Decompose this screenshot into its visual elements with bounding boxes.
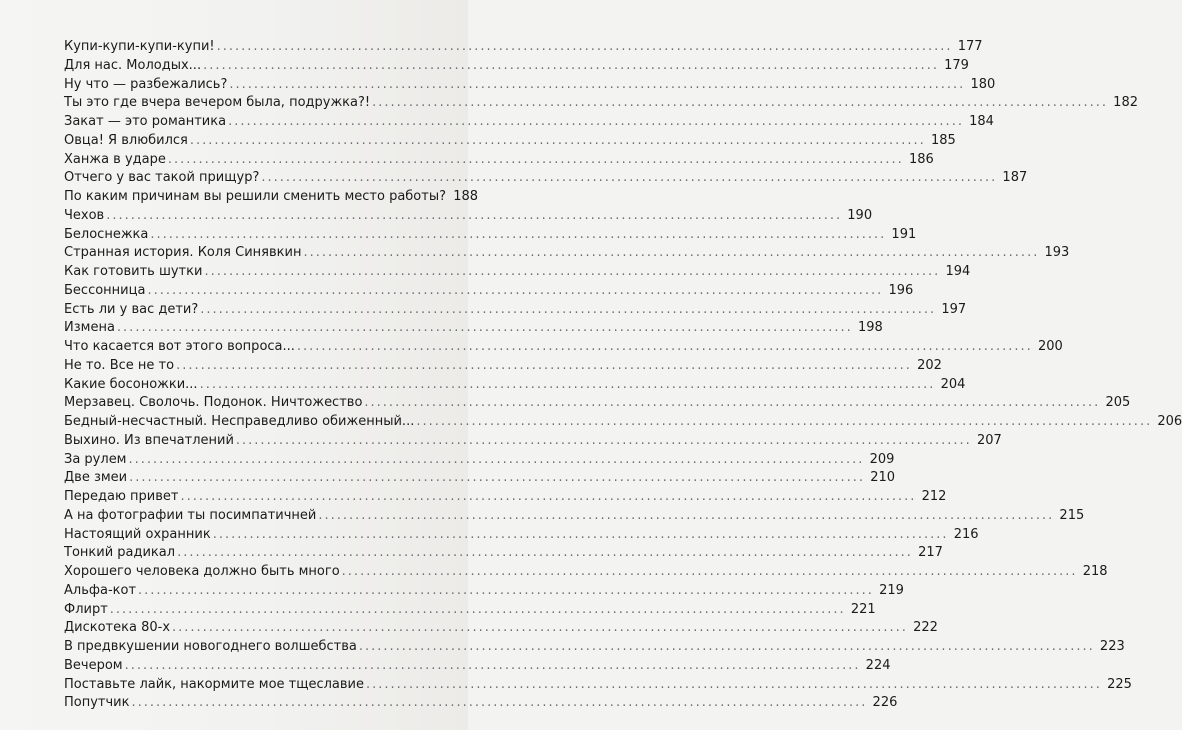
toc-entry-title: Ты это где вчера вечером была, подружка?! (64, 95, 371, 111)
toc-entry (64, 394, 1131, 413)
toc-entry-page-number: 225 (1107, 676, 1132, 692)
toc-entry-page-number: 224 (865, 657, 891, 673)
toc-entry-title: Тонкий радикал (64, 545, 176, 561)
toc-entry (64, 94, 1138, 113)
dot-leader (318, 507, 1054, 526)
toc-entry (64, 413, 1182, 432)
toc-entry-title: Овца! Я влюбился (64, 132, 188, 148)
toc-entry (64, 601, 876, 620)
toc-entry (64, 169, 1028, 188)
dot-leader (176, 357, 912, 376)
toc-entry (64, 432, 1002, 451)
toc-entry-title: Купи-купи-купи-купи! (64, 39, 215, 54)
toc-entry (64, 263, 971, 282)
toc-entry (64, 544, 943, 563)
toc-entry-title: Какие босоножки... (64, 376, 198, 392)
toc-entry-title: А на фотографии ты посимпатичней (64, 507, 317, 523)
toc-entry-page-number: 193 (1044, 245, 1070, 261)
toc-entry-page-number: 222 (913, 620, 938, 636)
toc-entry-title: Ханжа в ударе (64, 151, 166, 167)
toc-entry-title: Чехов (64, 207, 105, 223)
toc-entry (64, 357, 942, 376)
toc-entry (64, 207, 873, 226)
toc-entry-page-number: 197 (941, 301, 967, 317)
toc-entry-page-number: 221 (850, 601, 876, 617)
dot-leader (200, 301, 936, 320)
toc-entry-title: Дискотека 80-х (64, 620, 171, 636)
toc-entry (64, 526, 979, 545)
toc-entry-title: Белоснежка (64, 226, 149, 242)
toc-entry-page-number: 200 (1037, 339, 1063, 354)
toc-entry-page-number: 184 (969, 114, 994, 129)
toc-entry-title: Две змеи (64, 470, 128, 486)
dot-leader (110, 601, 846, 620)
toc-entry (64, 338, 1063, 357)
toc-entry-page-number: 194 (945, 264, 971, 279)
toc-entry-title: Бессонница (64, 282, 146, 298)
dot-leader (181, 488, 917, 507)
toc-entry (64, 319, 883, 338)
toc-entry (64, 132, 956, 151)
toc-entry-page-number: 209 (869, 451, 895, 467)
toc-entry (64, 226, 917, 245)
toc-entry-title: В предвкушении новогоднего волшебства (64, 639, 357, 654)
toc-entry-page-number: 212 (921, 489, 947, 504)
toc-entry-page-number: 206 (1157, 414, 1182, 429)
toc-entry-page-number: 180 (970, 76, 996, 92)
dot-leader (129, 451, 865, 470)
toc-entry-title: Закат — это романтика (64, 114, 227, 129)
toc-entry-title: Что касается вот этого вопроса... (64, 339, 295, 354)
dot-leader (204, 263, 940, 282)
toc-entry (64, 488, 947, 507)
toc-entry-title: Передаю привет (64, 489, 179, 504)
dot-leader (236, 432, 972, 451)
toc-entry-title: Хорошего человека должно быть много (64, 564, 340, 579)
toc-entry (64, 76, 996, 95)
dot-leader (229, 76, 965, 95)
toc-entry (64, 376, 966, 395)
toc-entry (64, 582, 904, 601)
dot-leader (177, 544, 913, 563)
toc-entry (64, 301, 967, 320)
toc-entry-title: Ну что — разбежались? (64, 76, 228, 92)
toc-entry-page-number: 223 (1099, 639, 1125, 654)
dot-leader (117, 319, 853, 338)
toc-entry-title: Попутчик (64, 695, 130, 711)
dot-leader (131, 694, 867, 713)
toc-entry (64, 38, 983, 57)
toc-entry-title: Вечером (64, 657, 123, 673)
toc-entry-page-number: 182 (1113, 95, 1138, 111)
dot-leader (190, 132, 926, 151)
toc-entry-page-number: 198 (857, 320, 883, 336)
toc-entry-page-number: 215 (1059, 507, 1085, 523)
toc-entry-title: Измена (64, 320, 115, 336)
dot-leader (129, 469, 865, 488)
dot-leader (366, 676, 1102, 695)
toc-entry (64, 451, 895, 470)
toc-entry-page-number: 218 (1082, 564, 1108, 579)
toc-entry (64, 469, 896, 488)
dot-leader (359, 638, 1095, 657)
toc-entry-page-number: 190 (847, 207, 873, 223)
toc-entry (64, 113, 994, 132)
toc-entry (64, 188, 479, 207)
toc-entry-page-number: 186 (908, 151, 934, 167)
dot-leader (416, 413, 1152, 432)
toc-entry (64, 638, 1125, 657)
dot-leader (342, 563, 1078, 582)
toc-entry (64, 657, 891, 676)
toc-entry (64, 507, 1085, 526)
toc-entry-page-number: 226 (872, 695, 898, 711)
toc-entry-page-number: 191 (891, 226, 917, 242)
toc-entry-page-number: 207 (976, 432, 1002, 448)
toc-entry-page-number: 188 (453, 189, 479, 204)
toc-entry-page-number: 185 (930, 132, 956, 148)
toc-entry-title: Альфа-кот (64, 582, 137, 598)
toc-entry-page-number: 219 (879, 582, 904, 598)
toc-entry-page-number: 205 (1105, 395, 1131, 411)
dot-leader (147, 282, 883, 301)
toc-entry-title: За рулем (64, 451, 127, 467)
toc-entry (64, 151, 934, 170)
toc-entry-page-number: 204 (940, 376, 966, 392)
dot-leader (150, 226, 886, 245)
toc-entry-title: Бедный-несчастный. Несправедливо обиженный... (64, 414, 415, 429)
dot-leader (106, 207, 842, 226)
dot-leader (303, 244, 1039, 263)
toc-entry (64, 57, 969, 76)
dot-leader (213, 526, 949, 545)
toc-entry-title: Есть ли у вас дети? (64, 301, 199, 317)
dot-leader (138, 582, 874, 601)
toc-entry-page-number: 217 (918, 545, 943, 561)
toc-entry-title: Поставьте лайк, накормите мое тщеславие (64, 676, 365, 692)
dot-leader (297, 338, 1033, 357)
toc-entry (64, 694, 898, 713)
toc-entry-page-number: 196 (888, 282, 914, 298)
toc-entry-title: Отчего у вас такой прищур? (64, 170, 260, 186)
toc-entry-page-number: 187 (1002, 170, 1028, 186)
toc-entry (64, 563, 1108, 582)
toc-entry-page-number: 177 (957, 39, 983, 54)
dot-leader (372, 94, 1108, 113)
toc-entry-page-number: 179 (944, 57, 969, 73)
dot-leader (200, 376, 936, 395)
dot-leader (203, 57, 939, 76)
toc-entry-title: Флирт (64, 601, 108, 617)
dot-leader (172, 619, 908, 638)
table-of-contents (64, 38, 1182, 713)
dot-leader (217, 38, 953, 57)
toc-entry-page-number: 202 (917, 357, 942, 373)
toc-entry-title: Настоящий охранник (64, 526, 211, 542)
toc-entry (64, 244, 1070, 263)
toc-entry (64, 676, 1132, 695)
dot-leader (168, 151, 904, 170)
toc-entry (64, 282, 914, 301)
toc-entry-title: Мерзавец. Сволочь. Подонок. Ничтожество (64, 395, 363, 411)
dot-leader (261, 169, 997, 188)
dot-leader (125, 657, 861, 676)
toc-entry-title: Не то. Все не то (64, 357, 175, 373)
toc-entry-title: Странная история. Коля Синявкин (64, 245, 302, 261)
toc-entry-title: Для нас. Молодых... (64, 57, 202, 73)
toc-entry-page-number: 210 (870, 470, 896, 486)
toc-entry-title: Выхино. Из впечатлений (64, 432, 234, 448)
dot-leader (364, 394, 1100, 413)
toc-entry-title: Как готовить шутки (64, 264, 203, 279)
dot-leader (228, 113, 964, 132)
toc-entry-page-number: 216 (953, 526, 979, 542)
toc-entry (64, 619, 938, 638)
toc-entry-title: По каким причинам вы решили сменить место работы? (64, 189, 447, 204)
